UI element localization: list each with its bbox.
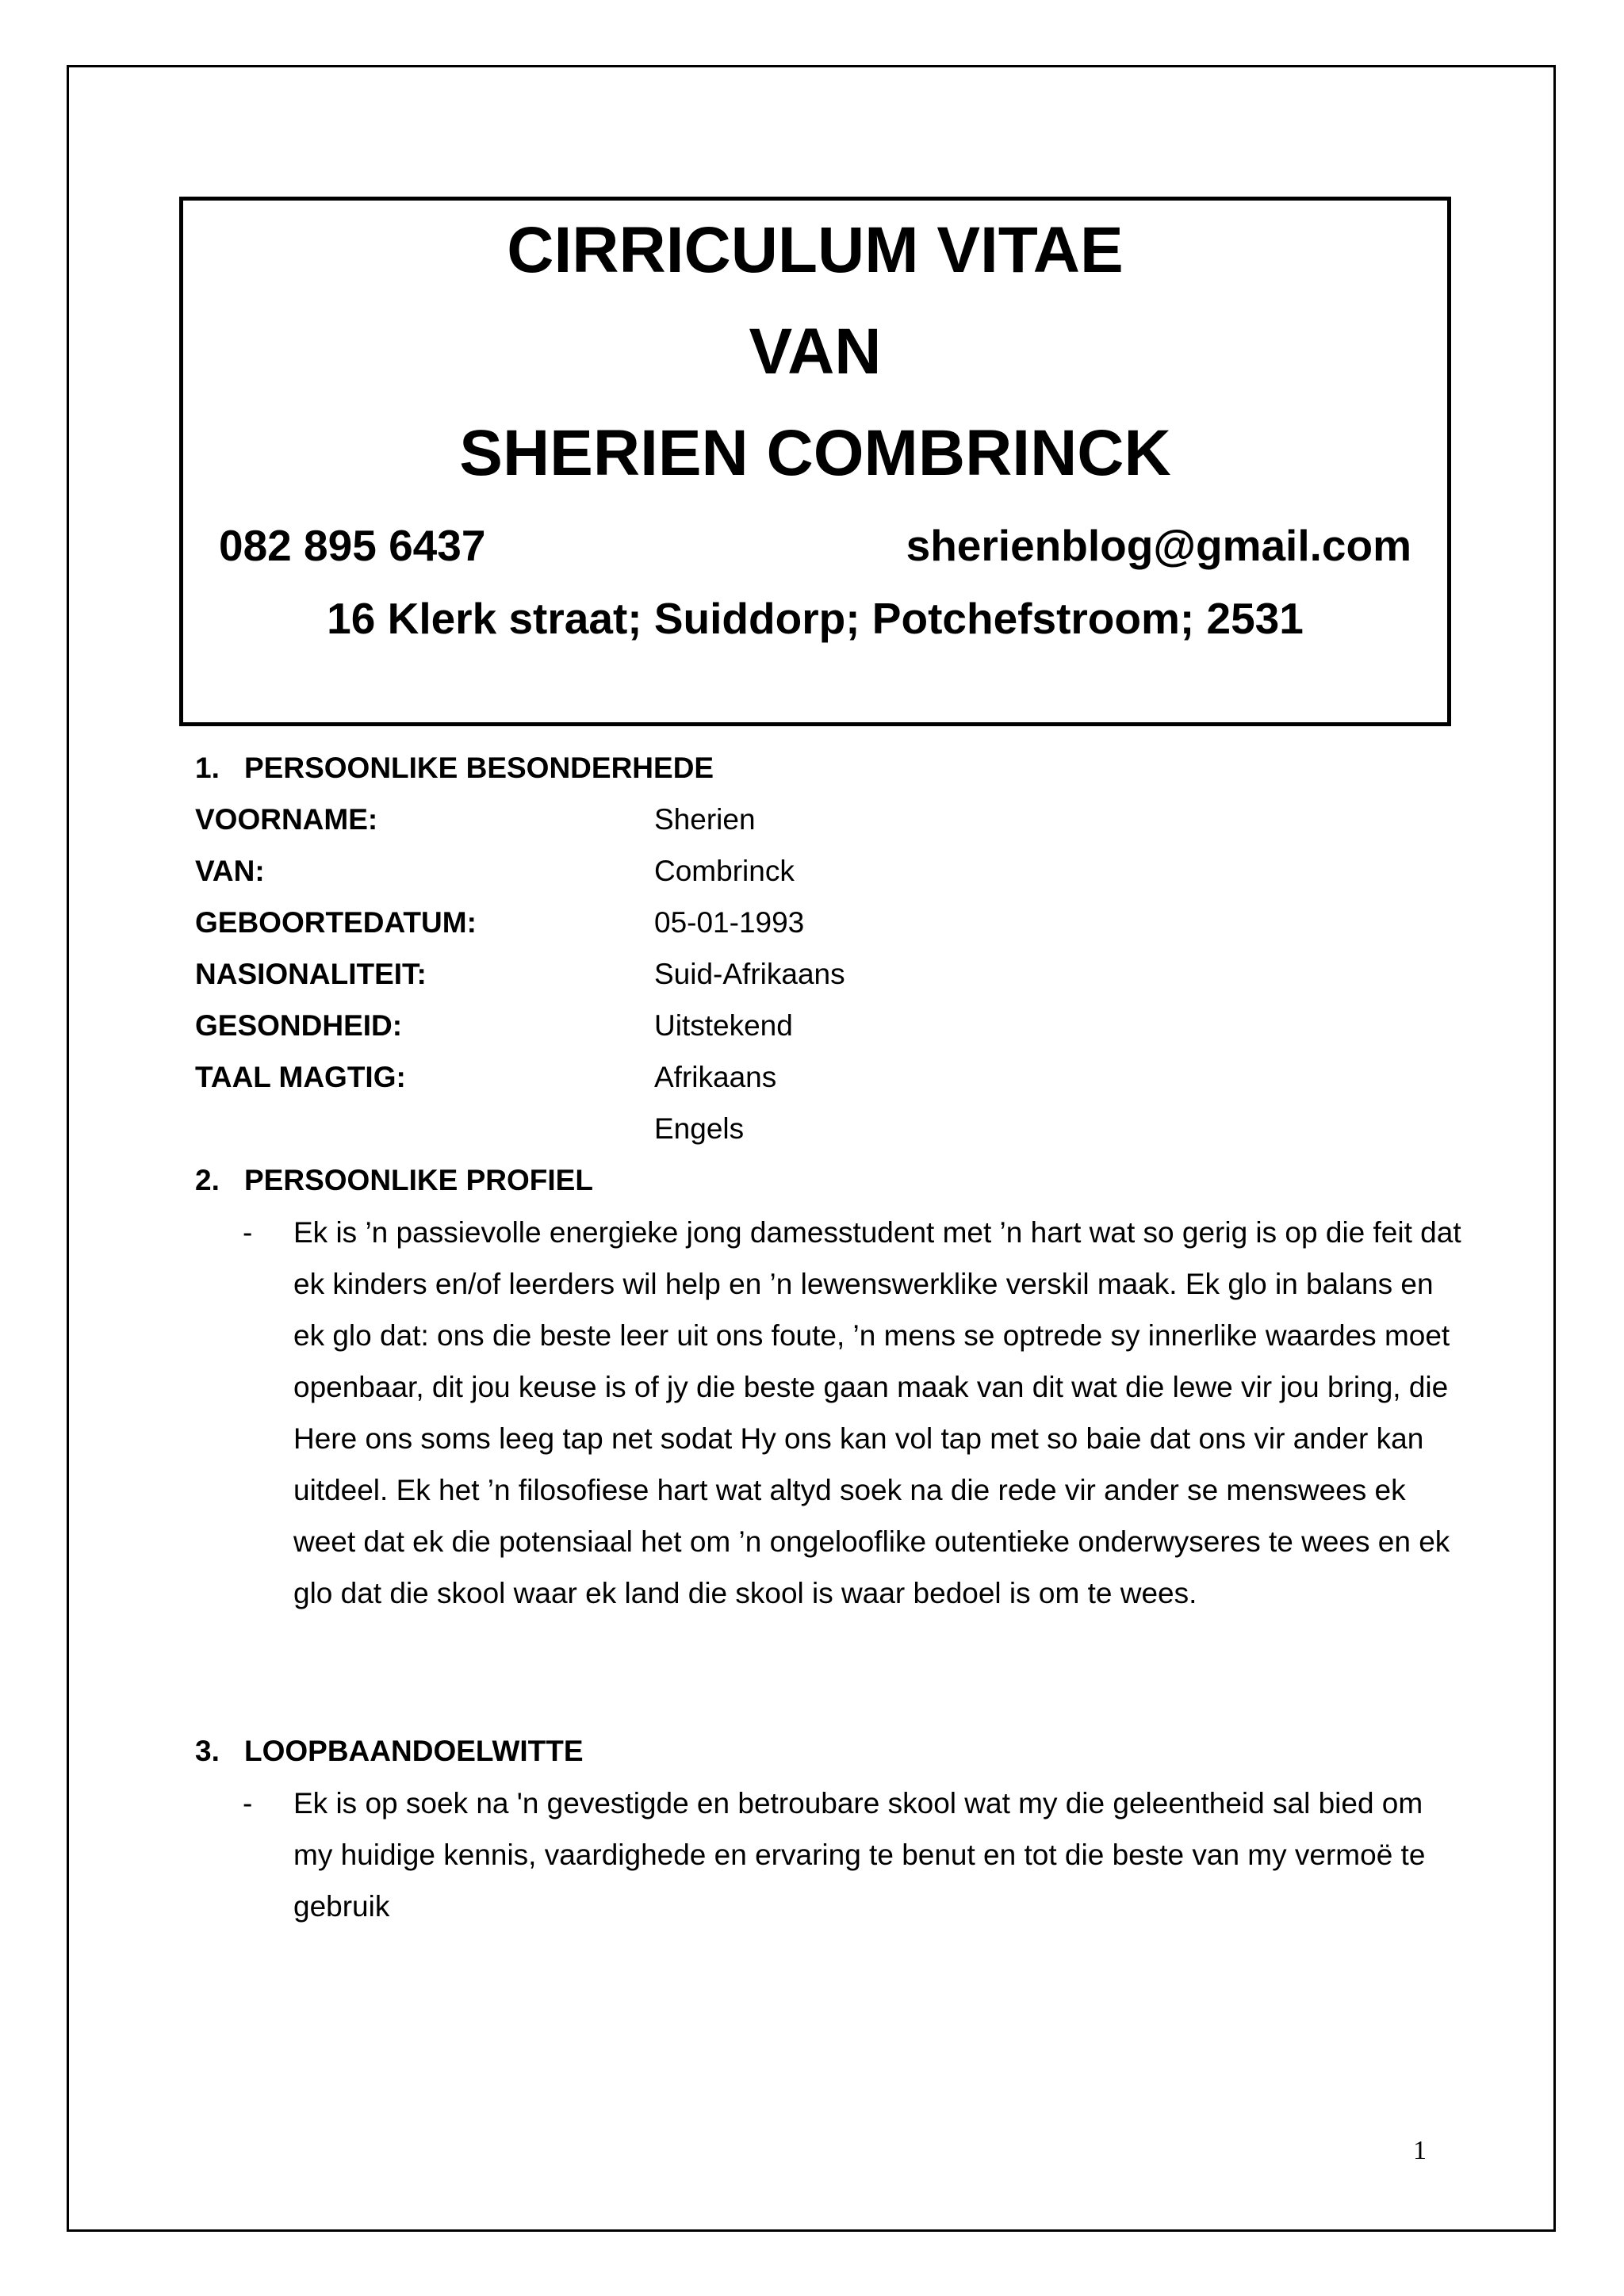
- field-label-languages: TAAL MAGTIG:: [195, 1061, 406, 1093]
- field-label-surname: VAN:: [195, 855, 265, 887]
- section-heading-personal-profile: [195, 1165, 593, 1195]
- document-title: CIRRICULUM VITAE: [507, 214, 1124, 286]
- title-box: [179, 197, 1451, 726]
- section-title: PERSOONLIKE BESONDERHEDE: [244, 752, 714, 784]
- field-value-surname: Combrinck: [654, 855, 795, 887]
- bullet-dash: -: [243, 1216, 253, 1249]
- title-van: VAN: [749, 316, 882, 388]
- career-goals-paragraph: Ek is op soek na 'n gevestigde en betroubare skool wat my die geleentheid sal bied om my huidige kennis, vaardighede en ervaring te benut en tot die beste van my vermoë te gebruik: [293, 1787, 1426, 1923]
- section-title: PERSOONLIKE PROFIEL: [244, 1164, 593, 1196]
- section-heading-personal-details: [195, 753, 714, 783]
- phone-number: 082 895 6437: [219, 521, 486, 570]
- section-number: 3.: [195, 1735, 220, 1767]
- email-address: sherienblog@gmail.com: [906, 521, 1411, 570]
- field-label-nationality: NASIONALITEIT:: [195, 958, 427, 990]
- field-label-birth-date: GEBOORTEDATUM:: [195, 906, 477, 939]
- bullet-dash: -: [243, 1787, 253, 1820]
- field-value-first-name: Sherien: [654, 803, 756, 836]
- full-name: SHERIEN COMBRINCK: [459, 417, 1171, 489]
- section-number: 2.: [195, 1164, 220, 1196]
- field-value-language-1: Afrikaans: [654, 1061, 777, 1093]
- field-value-birth-date: 05-01-1993: [654, 906, 805, 939]
- field-value-nationality: Suid-Afrikaans: [654, 958, 845, 990]
- field-value-health: Uitstekend: [654, 1009, 793, 1042]
- section-title: LOOPBAANDOELWITTE: [244, 1735, 584, 1767]
- field-value-language-2: Engels: [654, 1112, 745, 1145]
- section-heading-career-goals: [195, 1736, 584, 1766]
- field-label-first-name: VOORNAME:: [195, 803, 378, 836]
- profile-paragraph: Ek is ’n passievolle energieke jong damesstudent met ’n hart wat so gerig is op die feit dat ek kinders en/of leerders wil help en ’n lewenswerklike verskil maak. Ek glo in balans en ek glo dat: ons die beste leer uit ons foute, ’n mens se optrede sy innerlike waardes moet openbaar, dit jou keuse is of jy die beste gaan maak van dit wat die lewe vir jou bring, die Here ons soms leeg tap net sodat Hy ons kan vol tap met so baie dat ons vir ander kan uitdeel. Ek het ’n filosofiese hart wat altyd soek na die rede vir ander se menswees ek weet dat ek die potensiaal het om ’n ongelooflike outentieke onderwyseres te wees en ek glo dat die skool waar ek land die skool is waar bedoel is om te wees.: [293, 1216, 1461, 1609]
- field-label-health: GESONDHEID:: [195, 1009, 403, 1042]
- section-number: 1.: [195, 752, 220, 784]
- page-number: 1: [1413, 2136, 1427, 2165]
- home-address: 16 Klerk straat; Suiddorp; Potchefstroom; 2531: [327, 594, 1304, 643]
